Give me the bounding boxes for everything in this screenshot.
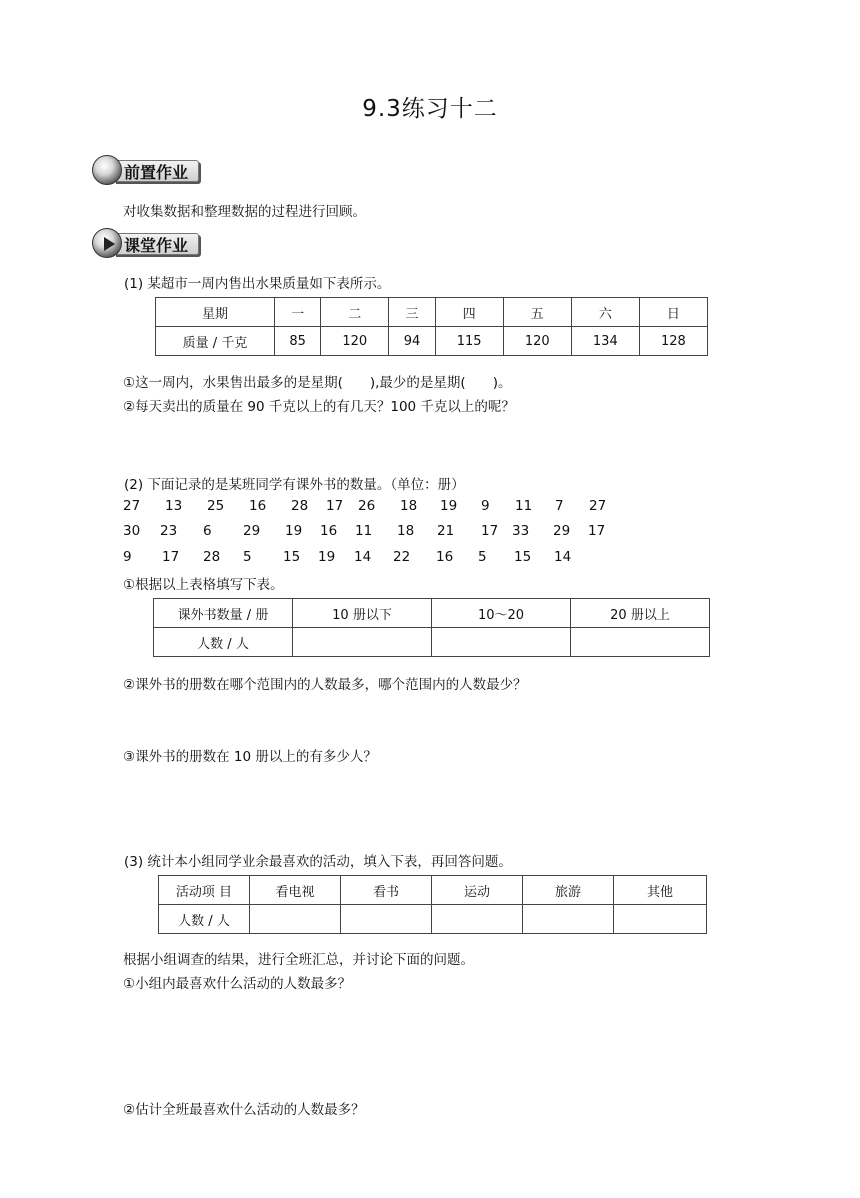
- q2-sub3: ③课外书的册数在 10 册以上的有多少人？: [123, 749, 377, 765]
- answer-cell[interactable]: [432, 905, 523, 934]
- table-cell: 三: [389, 298, 435, 327]
- book-count: 17: [326, 498, 344, 514]
- table-cell: 四: [435, 298, 503, 327]
- answer-cell[interactable]: [571, 628, 710, 657]
- book-count: 15: [283, 549, 301, 565]
- book-count: 28: [291, 498, 309, 514]
- q2-sub2: ②课外书的册数在哪个范围内的人数最多，哪个范围内的人数最少？: [123, 677, 527, 693]
- book-count: 29: [243, 523, 261, 539]
- book-count: 5: [243, 549, 252, 565]
- answer-cell[interactable]: [523, 905, 614, 934]
- table-cell: 日: [639, 298, 707, 327]
- book-count: 17: [162, 549, 180, 565]
- table-header: 活动项 目: [159, 876, 250, 905]
- play-icon: [92, 228, 122, 258]
- book-count: 29: [553, 523, 571, 539]
- book-count: 27: [589, 498, 607, 514]
- table-header: 旅游: [523, 876, 614, 905]
- book-count: 18: [400, 498, 418, 514]
- table-cell: 115: [435, 327, 503, 356]
- table-header: 质量 / 千克: [156, 327, 275, 356]
- book-count: 15: [514, 549, 532, 565]
- book-count: 28: [203, 549, 221, 565]
- book-count: 16: [320, 523, 338, 539]
- book-count: 14: [354, 549, 372, 565]
- badge-label: 前置作业: [124, 163, 189, 182]
- table-header: 人数 / 人: [154, 628, 293, 657]
- answer-cell[interactable]: [250, 905, 341, 934]
- book-count: 22: [393, 549, 411, 565]
- q1-intro: (1) 某超市一周内售出水果质量如下表所示。: [124, 276, 391, 292]
- table-header: 其他: [614, 876, 707, 905]
- book-count: 26: [358, 498, 376, 514]
- activity-table: [158, 875, 707, 934]
- table-cell: 一: [275, 298, 321, 327]
- answer-cell[interactable]: [432, 628, 571, 657]
- fruit-table: [155, 297, 708, 356]
- pen-icon: [92, 155, 122, 185]
- book-count: 6: [203, 523, 212, 539]
- book-count: 11: [355, 523, 373, 539]
- table-header: 10 册以下: [293, 599, 432, 628]
- q3-sub2: ②估计全班最喜欢什么活动的人数最多？: [123, 1102, 365, 1118]
- q1-sub1: ①这一周内，水果售出最多的是星期( ),最少的是星期( )。: [123, 375, 512, 391]
- pre-text: 对收集数据和整理数据的过程进行回顾。: [123, 204, 366, 220]
- table-header: 看书: [341, 876, 432, 905]
- book-count: 19: [318, 549, 336, 565]
- table-header: 星期: [156, 298, 275, 327]
- book-count: 14: [554, 549, 572, 565]
- book-count: 5: [478, 549, 487, 565]
- book-count: 9: [123, 549, 132, 565]
- q2-intro: (2) 下面记录的是某班同学有课外书的数量。（单位：册）: [124, 477, 465, 493]
- table-cell: 二: [321, 298, 389, 327]
- section-badge-pre: [92, 155, 212, 185]
- table-cell: 94: [389, 327, 435, 356]
- q1-sub2: ②每天卖出的质量在 90 千克以上的有几天？100 千克以上的呢？: [123, 399, 515, 415]
- book-count: 16: [436, 549, 454, 565]
- book-count: 7: [555, 498, 564, 514]
- table-cell: 六: [571, 298, 639, 327]
- book-count: 19: [440, 498, 458, 514]
- book-range-table: [153, 598, 710, 657]
- book-count: 19: [285, 523, 303, 539]
- book-count: 16: [249, 498, 267, 514]
- table-cell: 120: [503, 327, 571, 356]
- answer-cell[interactable]: [614, 905, 707, 934]
- table-cell: 120: [321, 327, 389, 356]
- section-badge-class: [92, 228, 212, 258]
- table-cell: 128: [639, 327, 707, 356]
- book-count: 27: [123, 498, 141, 514]
- q3-intro: (3) 统计本小组同学业余最喜欢的活动，填入下表，再回答问题。: [124, 854, 512, 870]
- table-header: 看电视: [250, 876, 341, 905]
- table-header: 运动: [432, 876, 523, 905]
- book-count: 17: [588, 523, 606, 539]
- book-count: 21: [437, 523, 455, 539]
- badge-label: 课堂作业: [124, 236, 189, 255]
- table-header: 人数 / 人: [159, 905, 250, 934]
- table-header: 课外书数量 / 册: [154, 599, 293, 628]
- answer-cell[interactable]: [293, 628, 432, 657]
- q2-sub1: ①根据以上表格填写下表。: [123, 577, 284, 593]
- book-count: 13: [165, 498, 183, 514]
- table-cell: 85: [275, 327, 321, 356]
- answer-cell[interactable]: [341, 905, 432, 934]
- book-count: 25: [207, 498, 225, 514]
- table-header: 20 册以上: [571, 599, 710, 628]
- q3-sub1: ①小组内最喜欢什么活动的人数最多？: [123, 976, 352, 992]
- page-title: 9.3练习十二: [362, 96, 498, 122]
- table-cell: 134: [571, 327, 639, 356]
- play-icon-glyph: [93, 229, 123, 259]
- table-cell: 五: [503, 298, 571, 327]
- book-count: 30: [123, 523, 141, 539]
- book-count: 9: [481, 498, 490, 514]
- book-count: 18: [397, 523, 415, 539]
- book-count: 11: [515, 498, 533, 514]
- book-count: 33: [512, 523, 530, 539]
- book-count: 23: [160, 523, 178, 539]
- q3-text: 根据小组调查的结果，进行全班汇总，并讨论下面的问题。: [123, 952, 474, 968]
- table-header: 10～20: [432, 599, 571, 628]
- book-count: 17: [481, 523, 499, 539]
